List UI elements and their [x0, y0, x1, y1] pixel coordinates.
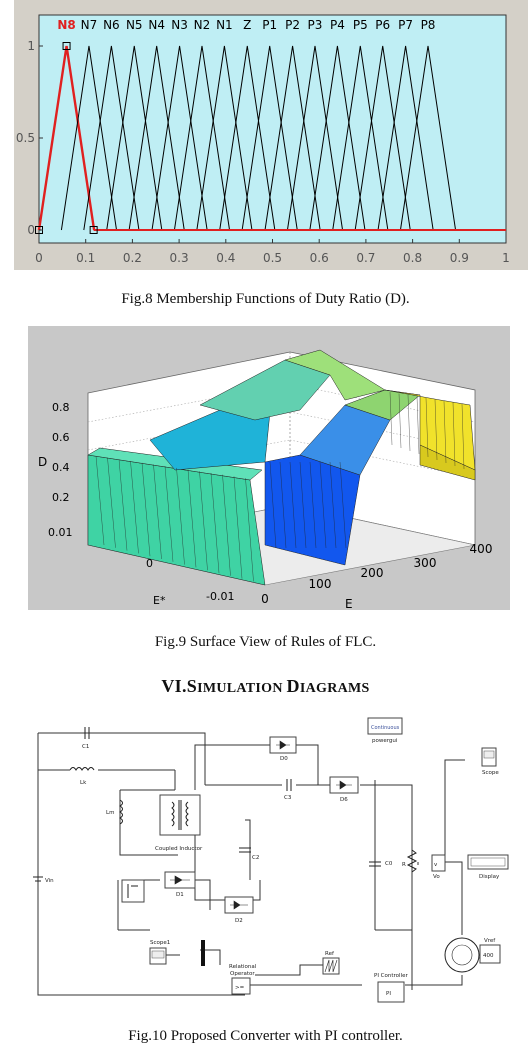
label-d6: D6 [340, 797, 348, 803]
svg-text:>=: >= [235, 985, 245, 991]
label-lm: Lm [106, 810, 115, 816]
label-ref: Ref [325, 951, 334, 957]
x-tick-label: 0.2 [122, 251, 142, 265]
e-tick-label: 300 [413, 556, 437, 570]
mf-label-P8: P8 [420, 18, 436, 32]
label-lk: Lk [80, 780, 87, 786]
e-tick-label: 400 [469, 542, 493, 556]
y-tick-label: 1 [27, 39, 35, 53]
label-c3: C3 [284, 795, 292, 801]
svg-text:400: 400 [483, 953, 494, 959]
z-tick-label: 0.6 [52, 431, 70, 444]
label-relational: Relational [229, 964, 257, 970]
mf-label-P6: P6 [375, 18, 391, 32]
edot-axis-label: E* [153, 594, 166, 607]
mf-label-P1: P1 [262, 18, 278, 32]
mf-label-N1: N1 [216, 18, 233, 32]
edot-tick-label: -0.01 [206, 590, 235, 603]
mf-label-P3: P3 [307, 18, 323, 32]
x-tick-label: 0.4 [216, 251, 236, 265]
e-tick-label: 200 [360, 566, 384, 580]
mf-label-P2: P2 [285, 18, 301, 32]
edot-tick-label: 0 [146, 557, 153, 570]
label-powergui: powergui [372, 738, 398, 744]
label-coupled-inductor: Coupled Inductor [155, 846, 203, 852]
y-tick-label: 0 [27, 223, 35, 237]
label-operator: Operator [230, 971, 255, 977]
label-c0: C0 [385, 861, 393, 867]
z-tick-label: 0.2 [52, 491, 70, 504]
svg-text:v: v [434, 862, 438, 868]
label-d2: D2 [235, 918, 243, 924]
x-tick-label: 0 [35, 251, 43, 265]
label-c2: C2 [252, 855, 260, 861]
fig9-caption: Fig.9 Surface View of Rules of FLC. [154, 634, 377, 650]
mf-label-P7: P7 [398, 18, 414, 32]
fig8-caption: Fig.8 Membership Functions of Duty Ratio (D). [121, 291, 410, 307]
label-d0: D0 [280, 756, 288, 762]
e-axis-label: E [345, 597, 353, 611]
simulink-diagram [0, 700, 531, 1030]
mf-label-N8: N8 [57, 18, 76, 32]
svg-text:Continuous: Continuous [371, 725, 400, 731]
label-vo: Vo [433, 874, 440, 880]
x-tick-label: 0.7 [356, 251, 376, 265]
mf-label-N4: N4 [148, 18, 165, 32]
x-tick-label: 0.5 [262, 251, 283, 265]
fig10-caption: Fig.10 Proposed Converter with PI controller. [128, 1028, 403, 1044]
edot-tick-label: 0.01 [48, 526, 73, 539]
mf-label-Z: Z [243, 18, 252, 32]
y-tick-label: 0.5 [15, 131, 35, 145]
z-axis-label: D [38, 455, 48, 469]
z-tick-label: 0.8 [52, 401, 70, 414]
label-vref: Vref [484, 938, 496, 944]
e-tick-label: 100 [308, 577, 332, 591]
z-tick-label: 0.4 [52, 461, 70, 474]
mf-label-N6: N6 [103, 18, 120, 32]
mf-label-P4: P4 [329, 18, 345, 32]
x-tick-label: 1 [502, 251, 510, 265]
mf-label-N7: N7 [80, 18, 98, 32]
label-scope1: Scope1 [150, 940, 171, 946]
x-tick-label: 0.1 [76, 251, 96, 265]
coupled-inductor-block[interactable] [160, 795, 200, 835]
mf-label-N5: N5 [125, 18, 143, 32]
label-scope: Scope [482, 770, 499, 776]
mf-label-P5: P5 [352, 18, 368, 32]
mux-bar [201, 940, 205, 966]
section-heading: VI.SIMULATION DIAGRAMS [161, 676, 370, 696]
x-tick-label: 0.6 [309, 251, 329, 265]
label-c1: C1 [82, 744, 90, 750]
mf-label-N2: N2 [193, 18, 211, 32]
mosfet-switch-block[interactable] [122, 880, 144, 902]
e-tick-label: 0 [261, 592, 269, 606]
x-tick-label: 0.3 [169, 251, 189, 265]
x-tick-label: 0.8 [403, 251, 423, 265]
svg-text:PI: PI [386, 991, 391, 997]
label-d1: D1 [176, 892, 184, 898]
pi-controller-block[interactable] [378, 982, 404, 1002]
label-pi-controller: PI Controller [374, 973, 408, 979]
mf-label-N3: N3 [171, 18, 188, 32]
label-r: R [402, 862, 406, 868]
label-display: Display [479, 874, 500, 880]
x-tick-label: 0.9 [449, 251, 469, 265]
label-vin: Vin [45, 878, 54, 884]
